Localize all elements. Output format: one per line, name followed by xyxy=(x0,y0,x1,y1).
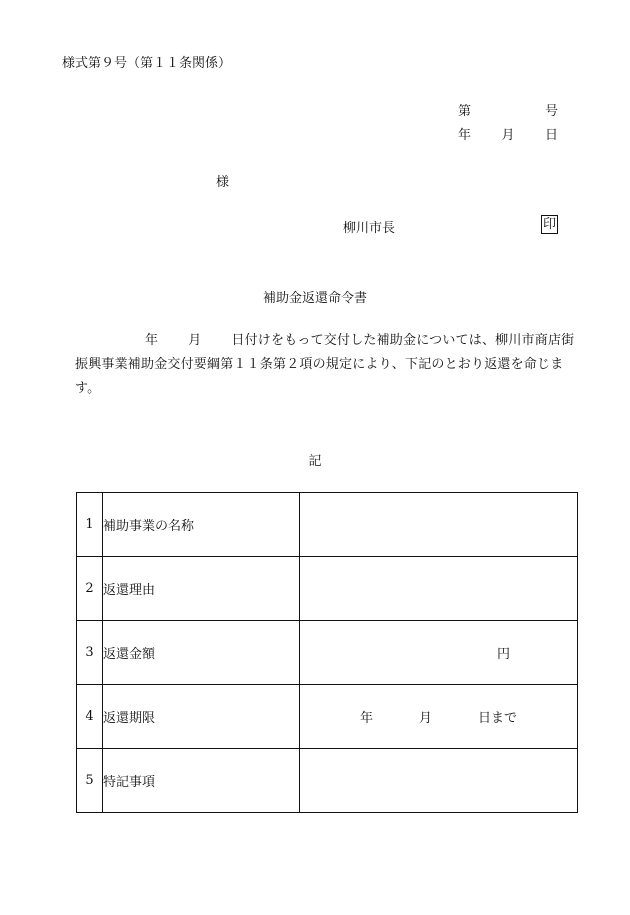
body-paragraph xyxy=(75,329,585,401)
deadline-value[interactable] xyxy=(300,685,578,749)
project-name-value[interactable] xyxy=(300,493,578,557)
row-label: 特記事項 xyxy=(103,749,300,813)
special-notes-value[interactable] xyxy=(300,749,578,813)
return-details-table xyxy=(76,492,578,813)
row-number: 3 xyxy=(77,621,103,685)
body-month: 月 xyxy=(188,333,202,348)
number-prefix: 第 xyxy=(458,104,472,119)
issue-date-line xyxy=(458,124,558,143)
body-text: 日付けをもって交付した補助金については、柳川市商店街振興事業補助金交付要綱第１１条第２項の規定により、下記のとおり返還を命じます。 xyxy=(75,333,575,396)
yen-unit: 円 xyxy=(496,647,510,662)
row-number: 1 xyxy=(77,493,103,557)
deadline-day: 日まで xyxy=(478,711,518,726)
table-row xyxy=(77,493,578,557)
row-label: 返還期限 xyxy=(103,685,300,749)
row-number: 2 xyxy=(77,557,103,621)
row-label: 補助事業の名称 xyxy=(103,493,300,557)
row-label: 返還理由 xyxy=(103,557,300,621)
deadline-month: 月 xyxy=(418,711,432,726)
body-year: 年 xyxy=(145,333,159,348)
date-day: 日 xyxy=(544,128,558,143)
table-row xyxy=(77,685,578,749)
addressee-suffix: 様 xyxy=(216,175,230,190)
date-month: 月 xyxy=(501,128,515,143)
row-number: 4 xyxy=(77,685,103,749)
return-reason-value[interactable] xyxy=(300,557,578,621)
document-title: 補助金返還命令書 xyxy=(262,291,367,306)
issuer-name: 柳川市長 xyxy=(343,221,396,236)
ki-heading: 記 xyxy=(308,454,322,469)
table-row xyxy=(77,621,578,685)
deadline-year: 年 xyxy=(359,711,373,726)
return-amount-value[interactable] xyxy=(300,621,578,685)
row-number: 5 xyxy=(77,749,103,813)
table-row xyxy=(77,749,578,813)
seal-mark: 印 xyxy=(543,217,557,232)
number-suffix: 号 xyxy=(544,104,558,119)
row-label: 返還金額 xyxy=(103,621,300,685)
table-row xyxy=(77,557,578,621)
document-number-line xyxy=(458,100,558,119)
form-number: 様式第９号（第１１条関係） xyxy=(62,56,232,71)
date-year: 年 xyxy=(458,128,472,143)
